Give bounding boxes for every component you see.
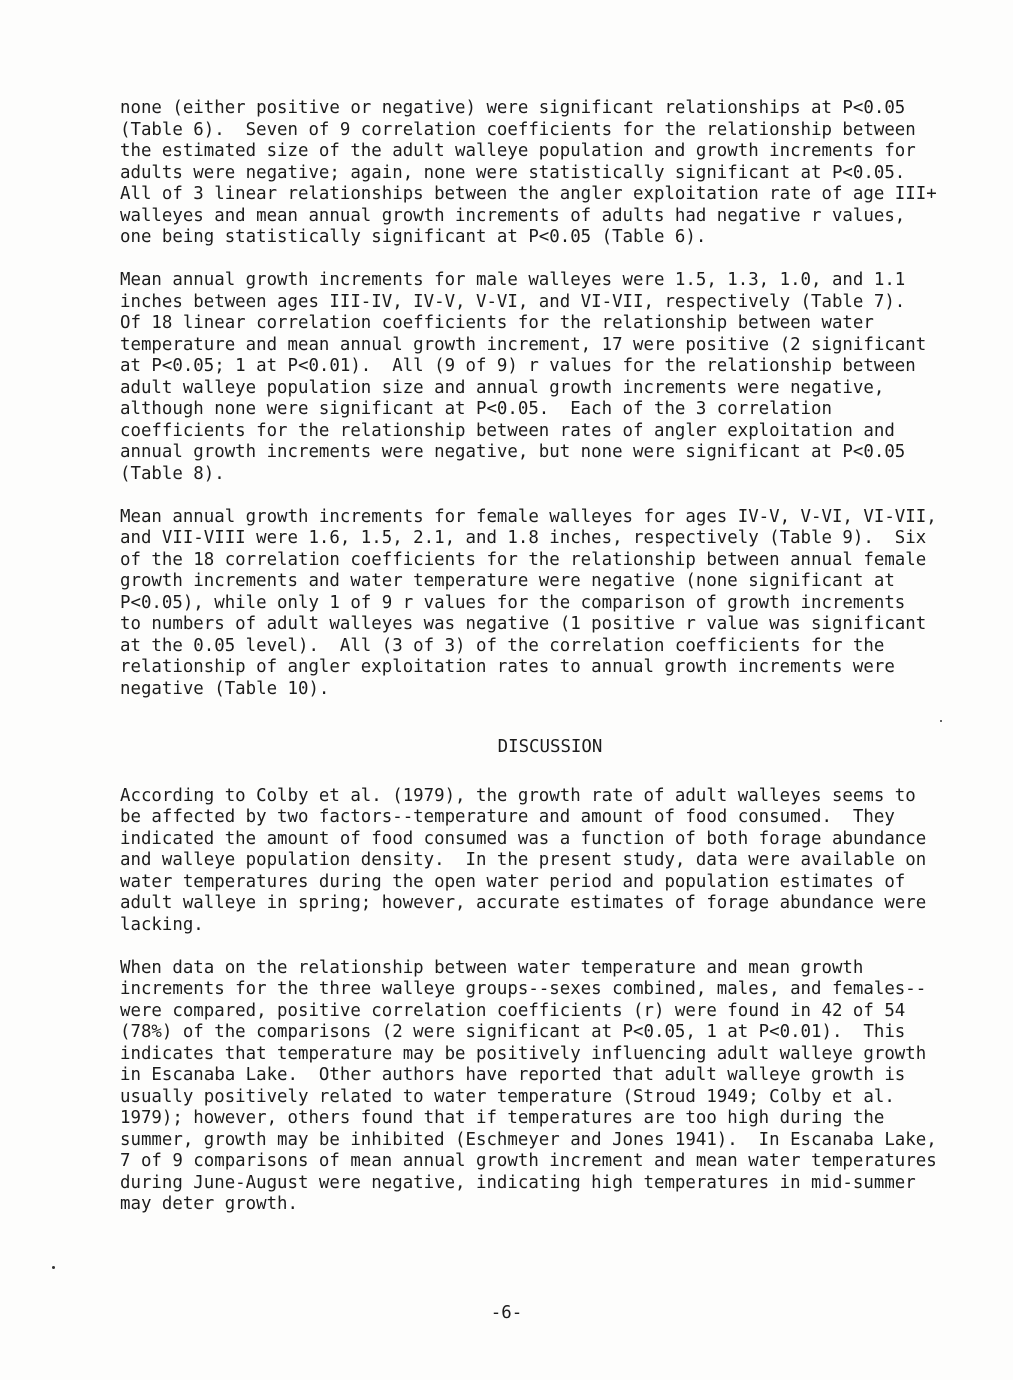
body-paragraph: According to Colby et al. (1979), the growth rate of adult walleyes seems to be affected by two factors--temperature and amount of food consumed. They indicated the amount of food consumed was a function of both forage abundance and walleye population density. In the present study, data were available on water temperatures during the open water period and population estimates of adult walleye in spring; however, accurate estimates of forage abundance were lacking. [120,785,927,935]
page-number: -6- [490,1303,523,1323]
body-paragraph: none (either positive or negative) were significant relationships at P<0.05 (Table 6). Seven of 9 correlation coefficients for the relationship between the estimated size of the adult walleye population and growth increments for adults were negative; again, none were statistically significant at P<0.05. All of 3 linear relationships between the angler exploitation rate of age III+ walleyes and mean annual growth increments of adults had negative r values, one being statistically significant at P<0.05 (Table 6). [120,98,937,247]
body-paragraph: Mean annual growth increments for female walleyes for ages IV-V, V-VI, VI-VII, and VII-VIII were 1.6, 1.5, 2.1, and 1.8 inches, respectively (Table 9). Six of the 18 correlation coefficients for the relationship between annual female growth increments and water temperature were negative (none significant at P<0.05), while only 1 of 9 r values for the comparison of growth increments to numbers of adult walleyes was negative (1 positive r value was significant at the 0.05 level). All (3 of 3) of the correlation coefficients for the relationship of angler exploitation rates to annual growth increments were negative (Table 10). [120,506,937,699]
scan-speck [940,720,942,722]
body-paragraph: When data on the relationship between water temperature and mean growth increments for the three walleye groups--sexes combined, males, and females-- were compared, positive correlation coefficients (r) were found in 42 of 54 (78%) of the comparisons (2 were significant at P<0.05, 1 at P<0.01). This indicates that temperature may be positively influencing adult walleye growth in Escanaba Lake. Other authors have reported that adult walleye growth is usually positively related to water temperature (Stroud 1949; Colby et al. 1979); however, others found that if temperatures are too high during the summer, growth may be inhibited (Eschmeyer and Jones 1941). In Escanaba Lake, 7 of 9 comparisons of mean annual growth increment and mean water temperatures during June-August were negative, indicating high temperatures in mid-summer may deter growth. [120,957,937,1214]
section-heading: DISCUSSION [497,737,603,757]
body-paragraph: Mean annual growth increments for male walleyes were 1.5, 1.3, 1.0, and 1.1 inches between ages III-IV, IV-V, V-VI, and VI-VII, respectively (Table 7). Of 18 linear correlation coefficients for the relationship between water temperature and mean annual growth increment, 17 were positive (2 significant at P<0.05; 1 at P<0.01). All (9 of 9) r values for the relationship between adult walleye population size and annual growth increments were negative, although none were significant at P<0.05. Each of the 3 correlation coefficients for the relationship between rates of angler exploitation and annual growth increments were negative, but none were significant at P<0.05 (Table 8). [120,270,927,484]
scan-speck [52,1266,55,1269]
bleed-through-text [249,10,259,27]
page-body [120,98,950,1216]
